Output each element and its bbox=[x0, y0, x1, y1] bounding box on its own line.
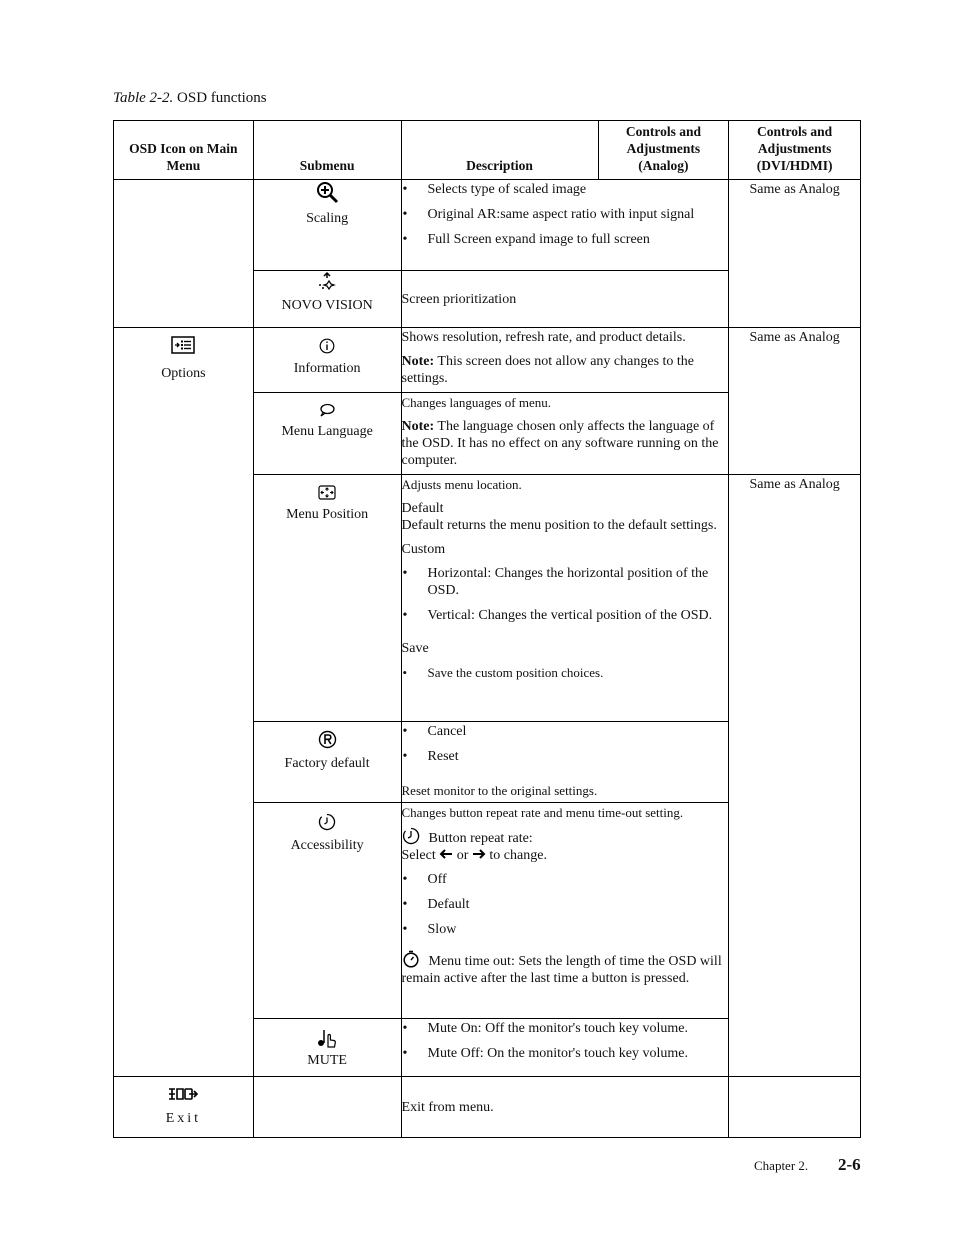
footer-chapter: Chapter 2. bbox=[754, 1158, 809, 1173]
submenu-label: Menu Language bbox=[281, 424, 373, 439]
exit-label: Exit bbox=[165, 1111, 202, 1126]
note-label: Note: bbox=[401, 354, 435, 369]
position-default-description: Default returns the menu position to the default settings. bbox=[401, 518, 717, 533]
header-description: Description bbox=[401, 121, 598, 180]
table-caption bbox=[113, 90, 267, 107]
description-menu-language bbox=[401, 393, 729, 475]
bullet-item: • Save the custom position choices. bbox=[402, 664, 729, 681]
position-description: Adjusts menu location. bbox=[401, 477, 522, 492]
header-osd-icon: OSD Icon on Main Menu bbox=[114, 121, 254, 180]
osd-functions-table bbox=[113, 120, 861, 1138]
dvi-information: Same as Analog bbox=[729, 328, 861, 475]
submenu-information bbox=[253, 328, 401, 393]
exit-description: Exit from menu. bbox=[401, 1099, 494, 1115]
table-row bbox=[114, 180, 861, 271]
footer-page-number: 2-6 bbox=[838, 1155, 861, 1174]
header-submenu: Submenu bbox=[253, 121, 401, 180]
menu-timeout-stopwatch-icon bbox=[402, 950, 422, 968]
position-save-title: Save bbox=[401, 641, 429, 656]
submenu-label: Menu Position bbox=[286, 507, 369, 522]
information-description: Shows resolution, refresh rate, and product details. bbox=[401, 330, 686, 345]
submenu-label: NOVO VISION bbox=[281, 298, 373, 313]
repeat-rate-label: Button repeat rate: bbox=[428, 831, 533, 846]
exit-icon bbox=[168, 1087, 198, 1101]
header-dvi-hdmi: Controls and Adjustments (DVI/HDMI) bbox=[729, 121, 861, 180]
exit-submenu-blank bbox=[253, 1077, 401, 1138]
caption-title: OSD functions bbox=[177, 90, 267, 106]
submenu-label: Factory default bbox=[284, 756, 370, 771]
submenu-label: Information bbox=[293, 361, 361, 376]
arrow-right-icon bbox=[472, 848, 486, 860]
bullet-item: • Off bbox=[402, 871, 729, 888]
menu-position-icon bbox=[318, 485, 336, 500]
select-text: Select bbox=[401, 848, 436, 863]
novo-vision-icon bbox=[317, 271, 337, 291]
description-information bbox=[401, 328, 729, 393]
submenu-menu-language bbox=[253, 393, 401, 475]
bullet-item: • Default bbox=[402, 896, 729, 913]
info-icon bbox=[319, 338, 335, 354]
reset-r-icon bbox=[318, 730, 337, 749]
header-row bbox=[114, 121, 861, 180]
accessibility-description: Changes button repeat rate and menu time-out setting. bbox=[401, 805, 684, 820]
repeat-rate-clock-icon bbox=[402, 827, 422, 845]
submenu-mute bbox=[253, 1019, 401, 1077]
select-or-text: or bbox=[456, 848, 469, 863]
dvi-scaling: Same as Analog bbox=[729, 180, 861, 328]
options-icon bbox=[171, 336, 195, 354]
table-row bbox=[114, 1077, 861, 1138]
description-mute bbox=[401, 1019, 729, 1077]
position-custom-title: Custom bbox=[401, 542, 446, 557]
position-default-title: Default bbox=[401, 501, 444, 516]
submenu-menu-position bbox=[253, 475, 401, 722]
description-novo-vision bbox=[401, 271, 729, 328]
main-icon-cell-blank bbox=[114, 180, 254, 328]
submenu-label: Scaling bbox=[306, 211, 349, 226]
description-exit bbox=[401, 1077, 729, 1138]
magnifier-plus-icon bbox=[315, 180, 339, 204]
information-note: This screen does not allow any changes to the settings. bbox=[401, 354, 695, 386]
menu-timeout-text: Menu time out: Sets the length of time the OSD will remain active after the last time a button is pressed. bbox=[401, 954, 722, 986]
submenu-label: MUTE bbox=[307, 1053, 347, 1068]
description-accessibility bbox=[401, 803, 729, 1019]
submenu-factory-default bbox=[253, 722, 401, 803]
description-menu-position bbox=[401, 475, 729, 722]
table-row bbox=[114, 328, 861, 393]
bullet-item: • Horizontal: Changes the horizontal position of the OSD. bbox=[402, 565, 729, 599]
main-exit-cell bbox=[114, 1077, 254, 1138]
options-label: Options bbox=[161, 366, 206, 381]
note-label: Note: bbox=[401, 419, 435, 434]
caption-prefix: Table 2-2. bbox=[113, 90, 174, 106]
bullet-item: • Reset bbox=[402, 748, 729, 765]
bullet-item: • Mute Off: On the monitor's touch key volume. bbox=[402, 1045, 729, 1062]
bullet-item: • Slow bbox=[402, 921, 729, 938]
bullet-item: • Original AR:same aspect ratio with input signal bbox=[402, 206, 729, 223]
dvi-exit-blank bbox=[729, 1077, 861, 1138]
factory-description: Reset monitor to the original settings. bbox=[401, 783, 598, 798]
bullet-item: • Mute On: Off the monitor's touch key volume. bbox=[402, 1020, 729, 1037]
submenu-scaling bbox=[253, 180, 401, 271]
accessibility-clock-icon bbox=[318, 813, 336, 831]
bullet-item: • Full Screen expand image to full screen bbox=[402, 231, 729, 248]
header-analog: Controls and Adjustments (Analog) bbox=[598, 121, 729, 180]
description-scaling bbox=[401, 180, 729, 271]
novo-description: Screen prioritization bbox=[401, 291, 517, 307]
submenu-label: Accessibility bbox=[290, 838, 364, 853]
submenu-novo-vision bbox=[253, 271, 401, 328]
bullet-item: • Vertical: Changes the vertical position of the OSD. bbox=[402, 607, 729, 624]
bullet-item: • Selects type of scaled image bbox=[402, 181, 729, 198]
description-factory-default bbox=[401, 722, 729, 803]
speech-bubble-icon bbox=[319, 403, 335, 417]
language-note: The language chosen only affects the language of the OSD. It has no effect on any software running on the computer. bbox=[401, 419, 719, 468]
mute-touch-icon bbox=[317, 1027, 337, 1049]
select-change-text: to change. bbox=[489, 848, 547, 863]
submenu-accessibility bbox=[253, 803, 401, 1019]
arrow-left-icon bbox=[439, 848, 453, 860]
bullet-item: • Cancel bbox=[402, 723, 729, 740]
main-options-cell bbox=[114, 328, 254, 1077]
language-description: Changes languages of menu. bbox=[401, 395, 551, 410]
dvi-menu-position: Same as Analog bbox=[729, 475, 861, 1077]
